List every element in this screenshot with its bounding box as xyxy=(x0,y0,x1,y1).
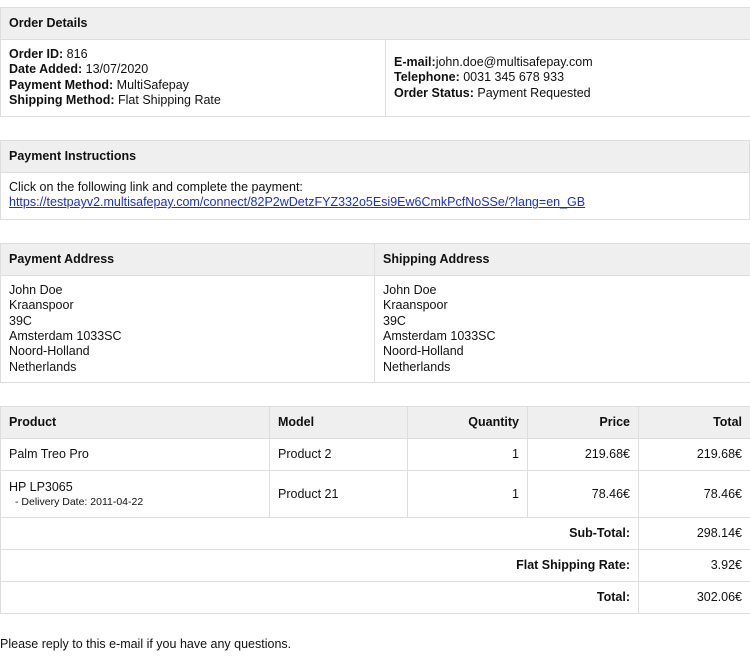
order-id-line xyxy=(9,47,377,62)
email-value: john.doe@multisafepay.com xyxy=(436,55,593,69)
product-option: - Delivery Date: 2011-04-22 xyxy=(9,495,261,509)
shipping-value: 3.92€ xyxy=(639,550,750,582)
order-details-header: Order Details xyxy=(1,8,750,40)
email-line xyxy=(394,55,742,70)
order-status-label: Order Status: xyxy=(394,86,474,100)
total-row xyxy=(1,582,750,614)
shipping-row xyxy=(1,550,750,582)
product-price: 219.68€ xyxy=(528,439,639,471)
product-cell xyxy=(1,471,270,518)
payment-method-label: Payment Method: xyxy=(9,78,113,92)
order-status-value: Payment Requested xyxy=(477,86,590,100)
payment-address-line: Noord-Holland xyxy=(9,344,366,359)
payment-method-line xyxy=(9,78,377,93)
product-name: HP LP3065 xyxy=(9,480,261,495)
shipping-address-line: John Doe xyxy=(383,283,742,298)
price-column-header: Price xyxy=(528,407,639,439)
order-id-label: Order ID: xyxy=(9,47,63,61)
product-quantity: 1 xyxy=(408,439,528,471)
shipping-label: Flat Shipping Rate: xyxy=(1,550,639,582)
payment-address-line: John Doe xyxy=(9,283,366,298)
product-name: Palm Treo Pro xyxy=(1,439,270,471)
payment-instructions-table xyxy=(0,140,750,220)
products-table xyxy=(0,406,750,614)
shipping-method-value: Flat Shipping Rate xyxy=(118,93,221,107)
subtotal-label: Sub-Total: xyxy=(1,518,639,550)
table-row xyxy=(1,471,750,518)
payment-link[interactable]: https://testpayv2.multisafepay.com/connect/82P2wDetzFYZ332o5Esi9Ew6CmkPcfNoSSe/?lang=en_GB xyxy=(9,195,585,209)
shipping-method-line xyxy=(9,93,377,108)
product-model: Product 21 xyxy=(270,471,408,518)
quantity-column-header: Quantity xyxy=(408,407,528,439)
payment-address-line: Kraanspoor xyxy=(9,298,366,313)
payment-instructions-header: Payment Instructions xyxy=(1,141,750,173)
date-added-label: Date Added: xyxy=(9,62,82,76)
product-total: 219.68€ xyxy=(639,439,750,471)
shipping-address-line: Noord-Holland xyxy=(383,344,742,359)
telephone-label: Telephone: xyxy=(394,70,460,84)
email-label: E-mail: xyxy=(394,55,436,69)
shipping-address-line: Kraanspoor xyxy=(383,298,742,313)
product-price: 78.46€ xyxy=(528,471,639,518)
product-quantity: 1 xyxy=(408,471,528,518)
shipping-address-line: 39C xyxy=(383,314,742,329)
date-added-line xyxy=(9,62,377,77)
product-total: 78.46€ xyxy=(639,471,750,518)
payment-address-header: Payment Address xyxy=(1,243,375,275)
date-added-value: 13/07/2020 xyxy=(86,62,149,76)
payment-address-line: Amsterdam 1033SC xyxy=(9,329,366,344)
subtotal-row xyxy=(1,518,750,550)
payment-instructions-text: Click on the following link and complete the payment: xyxy=(9,180,741,195)
telephone-value: 0031 345 678 933 xyxy=(463,70,564,84)
payment-instructions-cell xyxy=(1,173,750,220)
shipping-address-line: Amsterdam 1033SC xyxy=(383,329,742,344)
order-id-value: 816 xyxy=(67,47,88,61)
order-details-table xyxy=(0,7,750,117)
total-label: Total: xyxy=(1,582,639,614)
footer-text: Please reply to this e-mail if you have any questions. xyxy=(0,614,750,651)
order-status-line xyxy=(394,86,742,101)
total-column-header: Total xyxy=(639,407,750,439)
shipping-method-label: Shipping Method: xyxy=(9,93,115,107)
payment-address-line: Netherlands xyxy=(9,360,366,375)
telephone-line xyxy=(394,70,742,85)
address-table xyxy=(0,243,750,383)
shipping-address-cell xyxy=(375,275,750,382)
payment-method-value: MultiSafepay xyxy=(117,78,189,92)
product-column-header: Product xyxy=(1,407,270,439)
payment-address-line: 39C xyxy=(9,314,366,329)
table-row xyxy=(1,439,750,471)
payment-address-cell xyxy=(1,275,375,382)
contact-info-cell xyxy=(386,40,750,117)
total-value: 302.06€ xyxy=(639,582,750,614)
shipping-address-header: Shipping Address xyxy=(375,243,750,275)
order-info-cell xyxy=(1,40,386,117)
shipping-address-line: Netherlands xyxy=(383,360,742,375)
model-column-header: Model xyxy=(270,407,408,439)
subtotal-value: 298.14€ xyxy=(639,518,750,550)
product-model: Product 2 xyxy=(270,439,408,471)
